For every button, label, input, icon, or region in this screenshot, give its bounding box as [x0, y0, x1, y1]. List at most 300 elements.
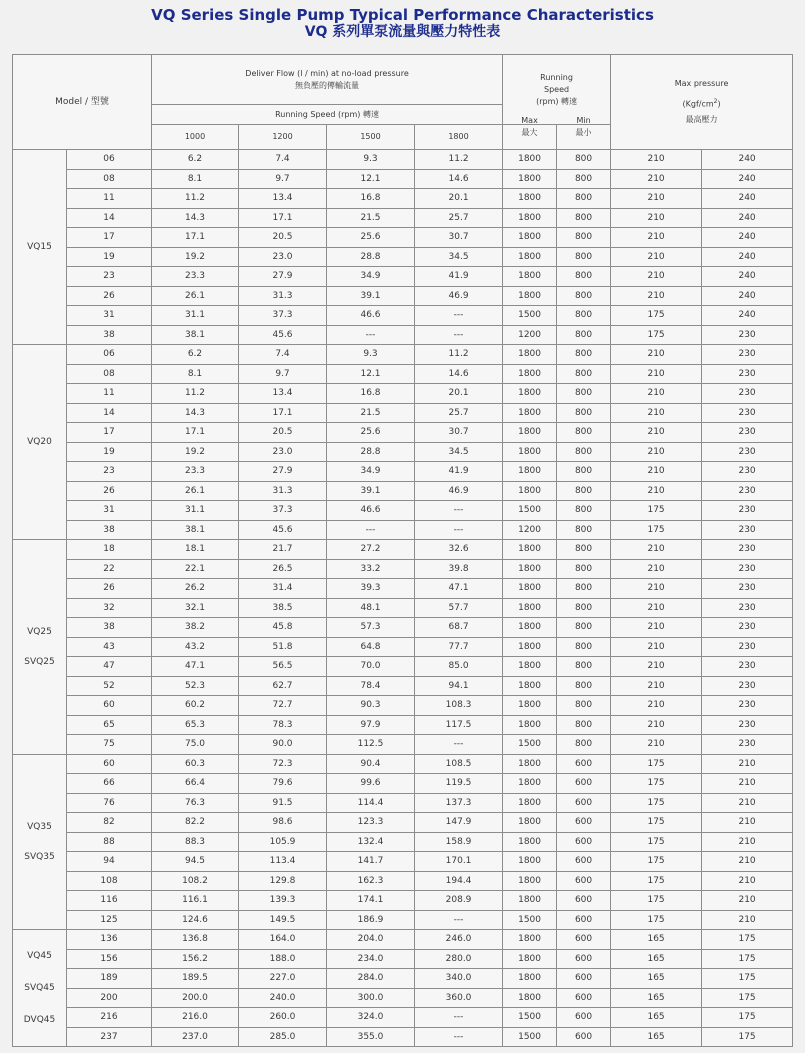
cell-speed-min: 800 [557, 715, 611, 735]
table-row [13, 364, 793, 384]
cell-flow-1500: 12.1 [327, 364, 415, 384]
table-row [13, 949, 793, 969]
cell-flow-1800: 246.0 [415, 930, 503, 950]
cell-flow-1500: 28.8 [327, 247, 415, 267]
cell-speed-min: 600 [557, 1008, 611, 1028]
table-row [13, 501, 793, 521]
cell-flow-1500: 27.2 [327, 540, 415, 560]
table-header [13, 55, 793, 150]
cell-flow-1200: 13.4 [239, 189, 327, 209]
running-speed-line-3: (rpm) 轉速 [536, 96, 578, 106]
cell-flow-1500: 112.5 [327, 735, 415, 755]
cell-flow-1800: 194.4 [415, 871, 503, 891]
table-row [13, 208, 793, 228]
cell-flow-1000: 65.3 [152, 715, 239, 735]
cell-speed-min: 800 [557, 462, 611, 482]
cell-size: 116 [67, 891, 152, 911]
cell-size: 108 [67, 871, 152, 891]
model-label: SVQ35 [24, 851, 55, 862]
cell-flow-1000: 31.1 [152, 501, 239, 521]
cell-pressure-cont: 175 [611, 793, 702, 813]
cell-pressure-peak: 175 [702, 1008, 793, 1028]
speed-1200-header: 1200 [239, 125, 327, 150]
cell-flow-1200: 285.0 [239, 1027, 327, 1047]
cell-flow-1000: 108.2 [152, 871, 239, 891]
table-row [13, 910, 793, 930]
cell-flow-1200: 20.5 [239, 228, 327, 248]
table-row [13, 735, 793, 755]
cell-pressure-cont: 165 [611, 988, 702, 1008]
cell-size: 19 [67, 442, 152, 462]
cell-size: 38 [67, 325, 152, 345]
deliver-flow-label: Deliver Flow (l / min) at no-load pressure [245, 68, 409, 78]
cell-flow-1200: 7.4 [239, 150, 327, 170]
cell-speed-max: 1800 [503, 364, 557, 384]
cell-flow-1200: 31.3 [239, 481, 327, 501]
table-row [13, 832, 793, 852]
cell-speed-min: 800 [557, 208, 611, 228]
cell-pressure-peak: 240 [702, 208, 793, 228]
speed-1000-header: 1000 [152, 125, 239, 150]
cell-flow-1200: 164.0 [239, 930, 327, 950]
cell-speed-max: 1800 [503, 150, 557, 170]
cell-size: 136 [67, 930, 152, 950]
cell-pressure-peak: 230 [702, 598, 793, 618]
cell-speed-max: 1800 [503, 403, 557, 423]
table-row [13, 559, 793, 579]
cell-flow-1000: 26.1 [152, 481, 239, 501]
table-row [13, 696, 793, 716]
cell-pressure-peak: 175 [702, 949, 793, 969]
model-label: VQ25 [27, 626, 52, 637]
cell-size: 156 [67, 949, 152, 969]
cell-size: 11 [67, 189, 152, 209]
cell-flow-1800: 34.5 [415, 442, 503, 462]
cell-flow-1200: 20.5 [239, 423, 327, 443]
cell-flow-1500: 324.0 [327, 1008, 415, 1028]
cell-flow-1000: 38.2 [152, 618, 239, 638]
table-row [13, 267, 793, 287]
cell-size: 38 [67, 618, 152, 638]
cell-flow-1000: 18.1 [152, 540, 239, 560]
cell-pressure-cont: 210 [611, 384, 702, 404]
cell-flow-1800: 340.0 [415, 969, 503, 989]
cell-pressure-cont: 210 [611, 267, 702, 287]
cell-flow-1800: --- [415, 501, 503, 521]
cell-speed-max: 1800 [503, 540, 557, 560]
max-pressure-label: Max pressure [674, 79, 729, 89]
cell-pressure-peak: 240 [702, 247, 793, 267]
cell-flow-1800: 46.9 [415, 286, 503, 306]
cell-pressure-peak: 240 [702, 169, 793, 189]
cell-flow-1000: 66.4 [152, 774, 239, 794]
cell-size: 17 [67, 423, 152, 443]
cell-flow-1000: 19.2 [152, 442, 239, 462]
cell-size: 76 [67, 793, 152, 813]
cell-size: 43 [67, 637, 152, 657]
table-row [13, 442, 793, 462]
model-label: VQ20 [27, 437, 52, 447]
cell-flow-1000: 200.0 [152, 988, 239, 1008]
cell-pressure-peak: 175 [702, 969, 793, 989]
cell-flow-1500: 64.8 [327, 637, 415, 657]
table-row [13, 306, 793, 326]
cell-flow-1000: 88.3 [152, 832, 239, 852]
cell-flow-1000: 75.0 [152, 735, 239, 755]
cell-speed-min: 800 [557, 657, 611, 677]
cell-size: 88 [67, 832, 152, 852]
cell-speed-max: 1800 [503, 871, 557, 891]
cell-flow-1200: 79.6 [239, 774, 327, 794]
cell-speed-max: 1800 [503, 715, 557, 735]
cell-speed-max: 1500 [503, 306, 557, 326]
cell-flow-1800: 117.5 [415, 715, 503, 735]
cell-size: 52 [67, 676, 152, 696]
cell-size: 14 [67, 208, 152, 228]
cell-flow-1500: 12.1 [327, 169, 415, 189]
cell-speed-max: 1200 [503, 520, 557, 540]
cell-flow-1800: 170.1 [415, 852, 503, 872]
cell-speed-max: 1800 [503, 969, 557, 989]
cell-pressure-cont: 210 [611, 345, 702, 365]
cell-flow-1800: 158.9 [415, 832, 503, 852]
cell-flow-1200: 27.9 [239, 267, 327, 287]
cell-flow-1800: 208.9 [415, 891, 503, 911]
cell-pressure-cont: 165 [611, 1027, 702, 1047]
cell-flow-1500: 9.3 [327, 345, 415, 365]
cell-flow-1200: 98.6 [239, 813, 327, 833]
cell-flow-1500: 99.6 [327, 774, 415, 794]
cell-flow-1000: 22.1 [152, 559, 239, 579]
cell-speed-min: 800 [557, 735, 611, 755]
cell-flow-1800: --- [415, 325, 503, 345]
cell-speed-min: 800 [557, 306, 611, 326]
cell-pressure-cont: 210 [611, 540, 702, 560]
cell-pressure-cont: 175 [611, 813, 702, 833]
cell-size: 60 [67, 754, 152, 774]
cell-flow-1500: 39.1 [327, 286, 415, 306]
cell-flow-1800: 25.7 [415, 403, 503, 423]
cell-flow-1200: 37.3 [239, 306, 327, 326]
cell-pressure-peak: 230 [702, 501, 793, 521]
cell-flow-1000: 156.2 [152, 949, 239, 969]
cell-speed-max: 1800 [503, 169, 557, 189]
cell-pressure-cont: 210 [611, 247, 702, 267]
cell-flow-1200: 139.3 [239, 891, 327, 911]
cell-flow-1800: 11.2 [415, 345, 503, 365]
deliver-flow-label-zh: 無負壓的傳輸流量 [295, 80, 360, 90]
cell-size: 60 [67, 696, 152, 716]
cell-flow-1500: 186.9 [327, 910, 415, 930]
cell-flow-1500: 141.7 [327, 852, 415, 872]
cell-flow-1800: 32.6 [415, 540, 503, 560]
cell-pressure-peak: 210 [702, 813, 793, 833]
cell-flow-1000: 47.1 [152, 657, 239, 677]
max-pressure-unit: $(Kgf/cm^2)$ [682, 98, 721, 109]
cell-speed-max: 1800 [503, 267, 557, 287]
cell-flow-1200: 188.0 [239, 949, 327, 969]
table-row [13, 618, 793, 638]
table-body [13, 150, 793, 1047]
cell-flow-1200: 227.0 [239, 969, 327, 989]
cell-pressure-cont: 210 [611, 657, 702, 677]
cell-flow-1000: 11.2 [152, 384, 239, 404]
cell-pressure-peak: 230 [702, 657, 793, 677]
cell-pressure-peak: 210 [702, 793, 793, 813]
cell-speed-max: 1800 [503, 774, 557, 794]
cell-flow-1200: 38.5 [239, 598, 327, 618]
cell-size: 94 [67, 852, 152, 872]
table-row [13, 930, 793, 950]
cell-speed-max: 1800 [503, 559, 557, 579]
cell-flow-1800: 30.7 [415, 228, 503, 248]
cell-flow-1200: 23.0 [239, 247, 327, 267]
cell-flow-1200: 27.9 [239, 462, 327, 482]
cell-flow-1000: 32.1 [152, 598, 239, 618]
cell-pressure-cont: 175 [611, 910, 702, 930]
cell-speed-max: 1800 [503, 891, 557, 911]
cell-size: 17 [67, 228, 152, 248]
cell-flow-1500: 46.6 [327, 306, 415, 326]
table-row [13, 384, 793, 404]
cell-flow-1800: 20.1 [415, 189, 503, 209]
cell-speed-min: 600 [557, 852, 611, 872]
cell-flow-1500: 46.6 [327, 501, 415, 521]
cell-speed-min: 800 [557, 169, 611, 189]
cell-pressure-cont: 210 [611, 598, 702, 618]
table-row [13, 423, 793, 443]
table-row [13, 969, 793, 989]
cell-size: 31 [67, 306, 152, 326]
model-label: SVQ25 [24, 656, 55, 667]
cell-flow-1200: 105.9 [239, 832, 327, 852]
cell-size: 08 [67, 364, 152, 384]
cell-pressure-cont: 210 [611, 637, 702, 657]
cell-flow-1800: 85.0 [415, 657, 503, 677]
cell-speed-min: 600 [557, 813, 611, 833]
cell-size: 65 [67, 715, 152, 735]
cell-size: 14 [67, 403, 152, 423]
cell-speed-max: 1800 [503, 754, 557, 774]
cell-speed-min: 800 [557, 579, 611, 599]
cell-speed-max: 1800 [503, 442, 557, 462]
cell-speed-max: 1800 [503, 852, 557, 872]
table-row [13, 481, 793, 501]
cell-flow-1200: 26.5 [239, 559, 327, 579]
cell-speed-max: 1800 [503, 247, 557, 267]
cell-flow-1000: 31.1 [152, 306, 239, 326]
cell-speed-max: 1800 [503, 189, 557, 209]
cell-speed-max: 1800 [503, 813, 557, 833]
cell-size: 82 [67, 813, 152, 833]
cell-flow-1000: 23.3 [152, 462, 239, 482]
cell-size: 125 [67, 910, 152, 930]
cell-flow-1800: 47.1 [415, 579, 503, 599]
model-label: SVQ45 [24, 983, 55, 993]
cell-pressure-cont: 210 [611, 169, 702, 189]
cell-flow-1200: 62.7 [239, 676, 327, 696]
cell-size: 66 [67, 774, 152, 794]
table-row [13, 403, 793, 423]
cell-speed-min: 600 [557, 930, 611, 950]
cell-pressure-peak: 240 [702, 189, 793, 209]
cell-pressure-cont: 210 [611, 208, 702, 228]
cell-flow-1200: 31.3 [239, 286, 327, 306]
table-row [13, 286, 793, 306]
cell-flow-1200: 45.6 [239, 325, 327, 345]
cell-speed-max: 1500 [503, 735, 557, 755]
cell-speed-min: 800 [557, 267, 611, 287]
cell-pressure-peak: 230 [702, 540, 793, 560]
cell-flow-1500: 34.9 [327, 267, 415, 287]
cell-size: 237 [67, 1027, 152, 1047]
cell-speed-max: 1800 [503, 949, 557, 969]
cell-speed-min: 800 [557, 286, 611, 306]
cell-pressure-peak: 240 [702, 306, 793, 326]
table-row [13, 345, 793, 365]
cell-flow-1800: --- [415, 910, 503, 930]
cell-flow-1500: 90.4 [327, 754, 415, 774]
cell-size: 22 [67, 559, 152, 579]
cell-pressure-cont: 210 [611, 618, 702, 638]
cell-pressure-peak: 230 [702, 423, 793, 443]
cell-flow-1800: 108.5 [415, 754, 503, 774]
cell-speed-max: 1800 [503, 832, 557, 852]
table-row [13, 325, 793, 345]
table-row [13, 189, 793, 209]
table-row [13, 598, 793, 618]
cell-speed-min: 800 [557, 481, 611, 501]
cell-flow-1200: 240.0 [239, 988, 327, 1008]
cell-flow-1200: 260.0 [239, 1008, 327, 1028]
cell-speed-min: 800 [557, 501, 611, 521]
cell-speed-min: 800 [557, 150, 611, 170]
table-row [13, 657, 793, 677]
cell-pressure-cont: 165 [611, 930, 702, 950]
cell-speed-max: 1500 [503, 501, 557, 521]
cell-speed-max: 1800 [503, 637, 557, 657]
cell-flow-1000: 136.8 [152, 930, 239, 950]
speed-1500-header: 1500 [327, 125, 415, 150]
running-speed-subheader: Running Speed (rpm) 轉速 [152, 105, 503, 125]
cell-pressure-peak: 230 [702, 345, 793, 365]
cell-size: 23 [67, 267, 152, 287]
cell-flow-1200: 149.5 [239, 910, 327, 930]
cell-flow-1000: 23.3 [152, 267, 239, 287]
model-label: VQ15 [27, 242, 52, 252]
table-row [13, 871, 793, 891]
cell-speed-max: 1800 [503, 618, 557, 638]
max-pressure-label-zh: 最高壓力 [685, 114, 718, 124]
cell-speed-max: 1800 [503, 384, 557, 404]
cell-pressure-peak: 230 [702, 384, 793, 404]
cell-flow-1500: 25.6 [327, 423, 415, 443]
cell-flow-1500: 284.0 [327, 969, 415, 989]
cell-flow-1000: 60.3 [152, 754, 239, 774]
cell-speed-min: 800 [557, 423, 611, 443]
cell-flow-1200: 113.4 [239, 852, 327, 872]
table-row [13, 852, 793, 872]
cell-speed-min: 800 [557, 520, 611, 540]
cell-flow-1500: 78.4 [327, 676, 415, 696]
cell-pressure-peak: 230 [702, 735, 793, 755]
performance-table [12, 54, 793, 1047]
cell-speed-min: 800 [557, 540, 611, 560]
cell-flow-1200: 21.7 [239, 540, 327, 560]
cell-flow-1200: 9.7 [239, 169, 327, 189]
cell-size: 06 [67, 345, 152, 365]
cell-pressure-cont: 175 [611, 501, 702, 521]
cell-size: 216 [67, 1008, 152, 1028]
cell-pressure-peak: 240 [702, 150, 793, 170]
cell-pressure-peak: 210 [702, 852, 793, 872]
cell-pressure-peak: 230 [702, 325, 793, 345]
cell-flow-1200: 90.0 [239, 735, 327, 755]
cell-flow-1800: 41.9 [415, 462, 503, 482]
cell-pressure-cont: 210 [611, 462, 702, 482]
cell-flow-1000: 216.0 [152, 1008, 239, 1028]
cell-flow-1800: 57.7 [415, 598, 503, 618]
cell-pressure-cont: 210 [611, 715, 702, 735]
cell-flow-1500: 123.3 [327, 813, 415, 833]
cell-speed-min: 600 [557, 774, 611, 794]
cell-flow-1200: 7.4 [239, 345, 327, 365]
cell-speed-min: 800 [557, 364, 611, 384]
cell-flow-1000: 14.3 [152, 208, 239, 228]
table-row [13, 462, 793, 482]
cell-size: 32 [67, 598, 152, 618]
cell-speed-min: 800 [557, 559, 611, 579]
cell-speed-min: 800 [557, 345, 611, 365]
cell-speed-max: 1800 [503, 793, 557, 813]
cell-flow-1500: 132.4 [327, 832, 415, 852]
cell-pressure-peak: 210 [702, 832, 793, 852]
cell-speed-min: 800 [557, 247, 611, 267]
cell-size: 18 [67, 540, 152, 560]
cell-flow-1200: 78.3 [239, 715, 327, 735]
cell-pressure-cont: 175 [611, 306, 702, 326]
cell-speed-min: 800 [557, 618, 611, 638]
cell-pressure-cont: 210 [611, 481, 702, 501]
cell-size: 19 [67, 247, 152, 267]
cell-flow-1000: 8.1 [152, 169, 239, 189]
cell-size: 31 [67, 501, 152, 521]
cell-pressure-cont: 175 [611, 325, 702, 345]
cell-speed-min: 800 [557, 637, 611, 657]
cell-speed-min: 800 [557, 676, 611, 696]
cell-speed-min: 600 [557, 891, 611, 911]
cell-pressure-peak: 230 [702, 618, 793, 638]
cell-size: 08 [67, 169, 152, 189]
cell-speed-max: 1800 [503, 481, 557, 501]
cell-flow-1800: 108.3 [415, 696, 503, 716]
cell-flow-1500: 355.0 [327, 1027, 415, 1047]
cell-pressure-cont: 210 [611, 423, 702, 443]
cell-speed-max: 1800 [503, 286, 557, 306]
table-row [13, 520, 793, 540]
model-label: VQ35 [27, 821, 52, 832]
cell-flow-1000: 14.3 [152, 403, 239, 423]
cell-flow-1000: 82.2 [152, 813, 239, 833]
cell-flow-1500: 90.3 [327, 696, 415, 716]
cell-pressure-cont: 210 [611, 579, 702, 599]
cell-size: 47 [67, 657, 152, 677]
cell-pressure-cont: 210 [611, 559, 702, 579]
cell-speed-max: 1800 [503, 930, 557, 950]
model-group-cell [13, 930, 67, 1047]
cell-flow-1200: 72.3 [239, 754, 327, 774]
page-title: VQ Series Single Pump Typical Performance Characteristics [151, 6, 654, 24]
